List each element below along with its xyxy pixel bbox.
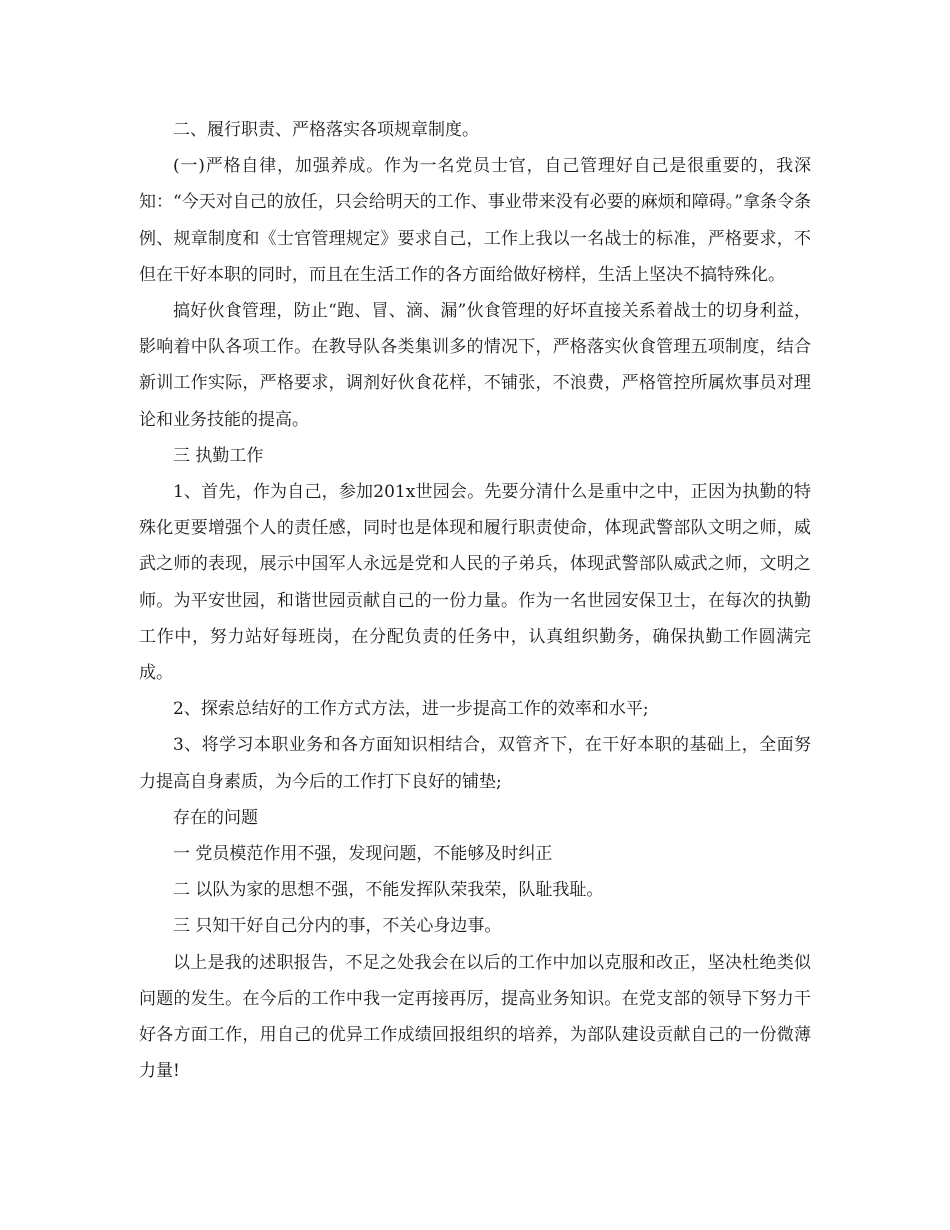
problem-item-1: 一 党员模范作用不强，发现问题，不能够及时纠正 (173, 844, 553, 865)
document-body (139, 112, 811, 1089)
problem-item-3: 三 只知干好自己分内的事，不关心身边事。 (173, 916, 502, 937)
section-heading-duty-work: 三 执勤工作 (173, 445, 264, 466)
paragraph-item-2: 2、探索总结好的工作方式方法，进一步提高工作的效率和水平; (173, 699, 649, 720)
section-heading-duties: 二、履行职责、严格落实各项规章制度。 (173, 120, 479, 140)
paragraph-self-discipline: (一)严格自律，加强养成。作为一名党员士官，自己管理好自己是很重要的，我深知：“今天对自己的放任，只会给明天的工作、事业带来没有必要的麻烦和障碍。”拿条令条例、规章制度和《士官管理规定》要求自己，工作上我以一名战士的标准，严格要求，不但在干好本职的同时，而且在生活工作的各方面给做好榜样，生活上坚决不搞特殊化。 (139, 156, 811, 285)
paragraph-conclusion: 以上是我的述职报告，不足之处我会在以后的工作中加以克服和改正，坚决杜绝类似问题的发生。在今后的工作中我一定再接再厉，提高业务知识。在党支部的领导下努力干好各方面工作，用自己的优异工作成绩回报组织的培养，为部队建设贡献自己的一份微薄力量! (139, 952, 811, 1082)
problem-item-2: 二 以队为家的思想不强，不能发挥队荣我荣，队耻我耻。 (173, 880, 604, 901)
paragraph-food-management: 搞好伙食管理，防止“跑、冒、滴、漏”伙食管理的好坏直接关系着战士的切身利益，影响着中队各项工作。在教导队各类集训多的情况下，严格落实伙食管理五项制度，结合新训工作实际，严格要求，调剂好伙食花样，不铺张，不浪费，严格管控所属炊事员对理论和业务技能的提高。 (139, 301, 811, 430)
paragraph-item-1: 1、首先，作为自己，参加201x世园会。先要分清什么是重中之中，正因为执勤的特殊化更要增强个人的责任感，同时也是体现和履行职责使命，体现武警部队文明之师，威武之师的表现，展示中国军人永远是党和人民的子弟兵，体现武警部队威武之师，文明之师。为平安世园，和谐世园贡献自己的一份力量。作为一名世园安保卫士，在每次的执勤工作中，努力站好每班岗，在分配负责的任务中，认真组织勤务，确保执勤工作圆满完成。 (139, 482, 811, 684)
section-heading-problems: 存在的问题 (173, 807, 258, 828)
paragraph-item-3: 3、将学习本职业务和各方面知识相结合，双管齐下，在干好本职的基础上，全面努力提高自身素质，为今后的工作打下良好的铺垫; (139, 735, 811, 792)
